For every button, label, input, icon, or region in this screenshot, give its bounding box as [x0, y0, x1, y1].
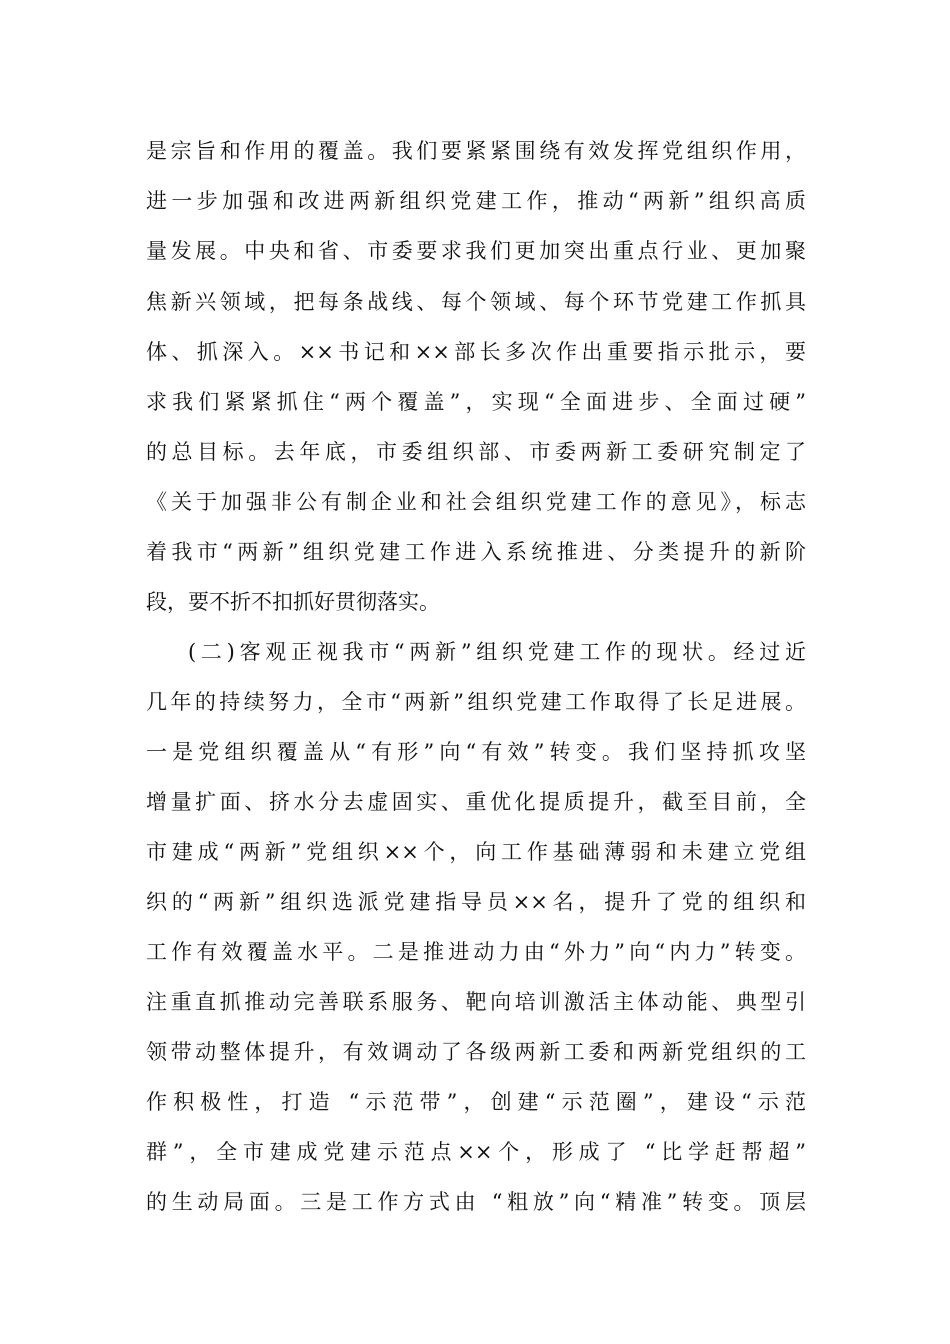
text-line: (二)客观正视我市“两新”组织党建工作的现状。经过近 [188, 640, 806, 664]
text-line: 工作有效覆盖水平。二是推进动力由“外力”向“内力”转变。 [146, 940, 806, 964]
text-line: 求我们紧紧抓住“两个覆盖”，实现“全面进步、全面过硬” [146, 390, 806, 414]
text-line: 一是党组织覆盖从“有形”向“有效”转变。我们坚持抓攻坚 [146, 740, 806, 764]
text-line: 的总目标。去年底，市委组织部、市委两新工委研究制定了 [146, 440, 806, 464]
text-line: 几年的持续努力，全市“两新”组织党建工作取得了长足进展。 [146, 690, 806, 714]
text-line: 焦新兴领域，把每条战线、每个领域、每个环节党建工作抓具 [146, 290, 806, 314]
text-line: 的生动局面。三是工作方式由 “粗放”向“精准”转变。顶层 [146, 1190, 806, 1214]
text-line: 体、抓深入。××书记和××部长多次作出重要指示批示，要 [146, 340, 806, 364]
text-line: 注重直抓推动完善联系服务、靶向培训激活主体动能、典型引 [146, 990, 806, 1014]
text-line: 段，要不折不扣抓好贯彻落实。 [146, 590, 440, 614]
text-line: 进一步加强和改进两新组织党建工作，推动“两新”组织高质 [146, 189, 806, 213]
text-line: 是宗旨和作用的覆盖。我们要紧紧围绕有效发挥党组织作用， [146, 139, 806, 163]
text-line: 《关于加强非公有制企业和社会组织党建工作的意见》，标志 [146, 490, 806, 514]
text-line: 增量扩面、挤水分去虚固实、重优化提质提升，截至目前，全 [146, 790, 806, 814]
text-line: 着我市“两新”组织党建工作进入系统推进、分类提升的新阶 [146, 540, 806, 564]
text-line: 市建成“两新”党组织××个，向工作基础薄弱和未建立党组 [146, 840, 806, 864]
text-line: 作积极性，打造 “示范带”，创建“示范圈”，建设“示范 [146, 1090, 806, 1114]
text-line: 领带动整体提升，有效调动了各级两新工委和两新党组织的工 [146, 1040, 806, 1064]
text-line: 织的“两新”组织选派党建指导员××名，提升了党的组织和 [146, 890, 806, 914]
text-line: 群”，全市建成党建示范点××个，形成了 “比学赶帮超” [146, 1140, 806, 1164]
text-line: 量发展。中央和省、市委要求我们更加突出重点行业、更加聚 [146, 239, 806, 263]
